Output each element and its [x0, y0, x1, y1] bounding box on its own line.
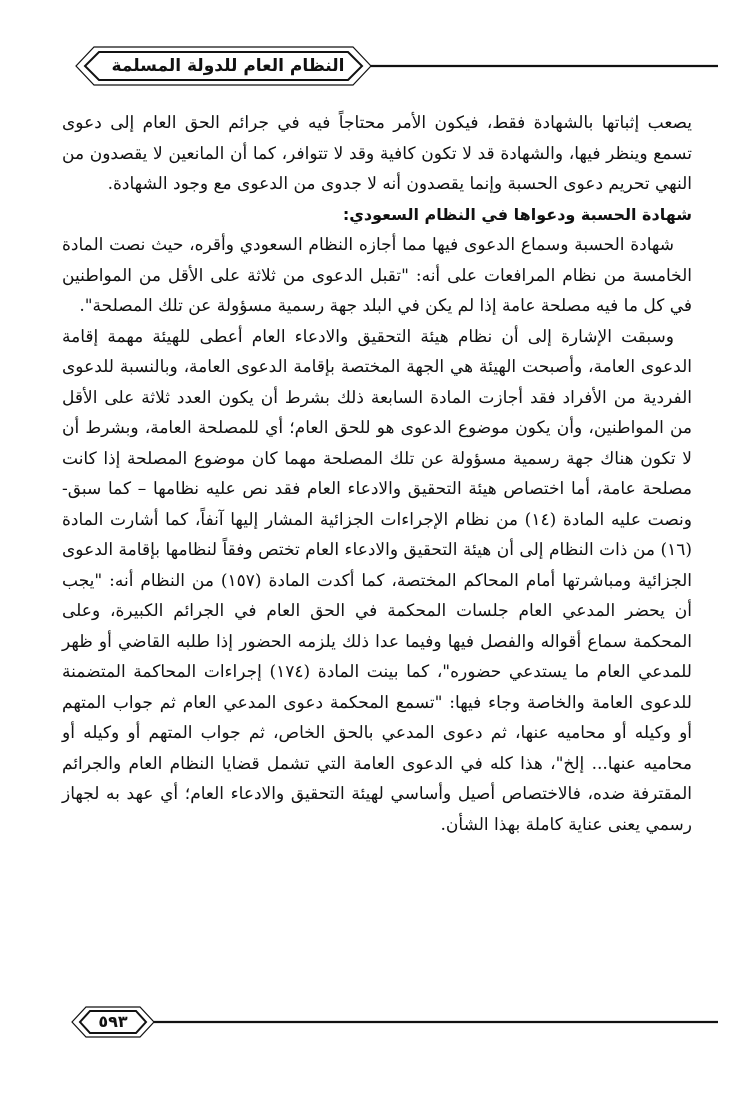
section-heading: شهادة الحسبة ودعواها في النظام السعودي:	[342, 204, 692, 224]
page-footer	[36, 1000, 718, 1044]
paragraph-continuation: يصعب إثباتها بالشهادة فقط، فيكون الأمر محتاجاً فيه في جرائم الحق العام إلى دعوى تسمع وينظر فيها، والشهادة قد لا تكون كافية وقد لا تتوافر، كما أن المانعين لا يقصدون من النهي تحريم دعوى الحسبة وإنما يقصدون أنه لا جدوى من الدعوى مع وجود الشهادة.	[62, 113, 692, 194]
paragraph: وسبقت الإشارة إلى أن نظام هيئة التحقيق والادعاء العام أعطى للهيئة مهمة إقامة الدعوى العامة، وأصبحت الهيئة هي الجهة المختصة بإقامة الدعوى العامة، وبالنسبة للدعوى الفردية من الأفراد فقد أجازت المادة السابعة ذلك بشرط أن يكون العدد ثلاثة على الأقل من المواطنين، وأن يكون موضوع الدعوى هو للحق العام؛ أي للمصلحة العامة، وبشرط أن لا تكون هناك جهة رسمية مسؤولة عن تلك المصلحة مهما كان موضوع المصلحة إذا كانت مصلحة عامة، أما اختصاص هيئة التحقيق والادعاء العام فقد نص عليه نظامها – كما سبق- ونصت عليه المادة (١٤) من نظام الإجراءات الجزائية المشار إليها آنفاً، كما أشارت المادة (١٦) من ذات النظام إلى أن هيئة التحقيق والادعاء العام تختص وفقاً لنظامها بإقامة الدعوى الجزائية ومباشرتها أمام المحاكم المختصة، كما أكدت المادة (١٥٧) من النظام أنه: "يجب أن يحضر المدعي العام جلسات المحكمة في الحق العام في الجرائم الكبيرة، وعلى المحكمة سماع أقواله والفصل فيها وفيما عدا ذلك يلزمه الحضور إذا طلبه القاضي أو ظهر للمدعي العام ما يستدعي حضوره"، كما بينت المادة (١٧٤) إجراءات المحاكمة المتضمنة للدعوى العامة والخاصة وجاء فيها: "تسمع المحكمة دعوى المدعي العام ثم جواب المتهم أو وكيله أو محاميه عنها، ثم دعوى المدعي بالحق الخاص، ثم جواب المتهم أو وكيله أو محاميه عنها... إلخ"، هذا كله في الدعوى العامة التي تشمل قضايا النظام العام والجرائم المقترفة ضده، فالاختصاص أصيل وأساسي لهيئة التحقيق والادعاء العام؛ أي عهد به لجهاز رسمي يعنى عناية كاملة بهذا الشأن.	[62, 326, 692, 835]
page-number: ٥٩٣	[98, 1012, 128, 1031]
running-header	[36, 44, 718, 88]
paragraph: شهادة الحسبة وسماع الدعوى فيها مما أجازه النظام السعودي وأقره، حيث نصت المادة الخامسة من نظام المرافعات على أنه: "تقبل الدعوى من ثلاثة على الأقل من المواطنين في كل ما فيه مصلحة عامة إذا لم يكن في البلد جهة رسمية مسؤولة عن تلك المصلحة".	[62, 235, 692, 316]
page-body	[62, 108, 692, 840]
running-title: النظام العام للدولة المسلمة	[111, 56, 345, 76]
